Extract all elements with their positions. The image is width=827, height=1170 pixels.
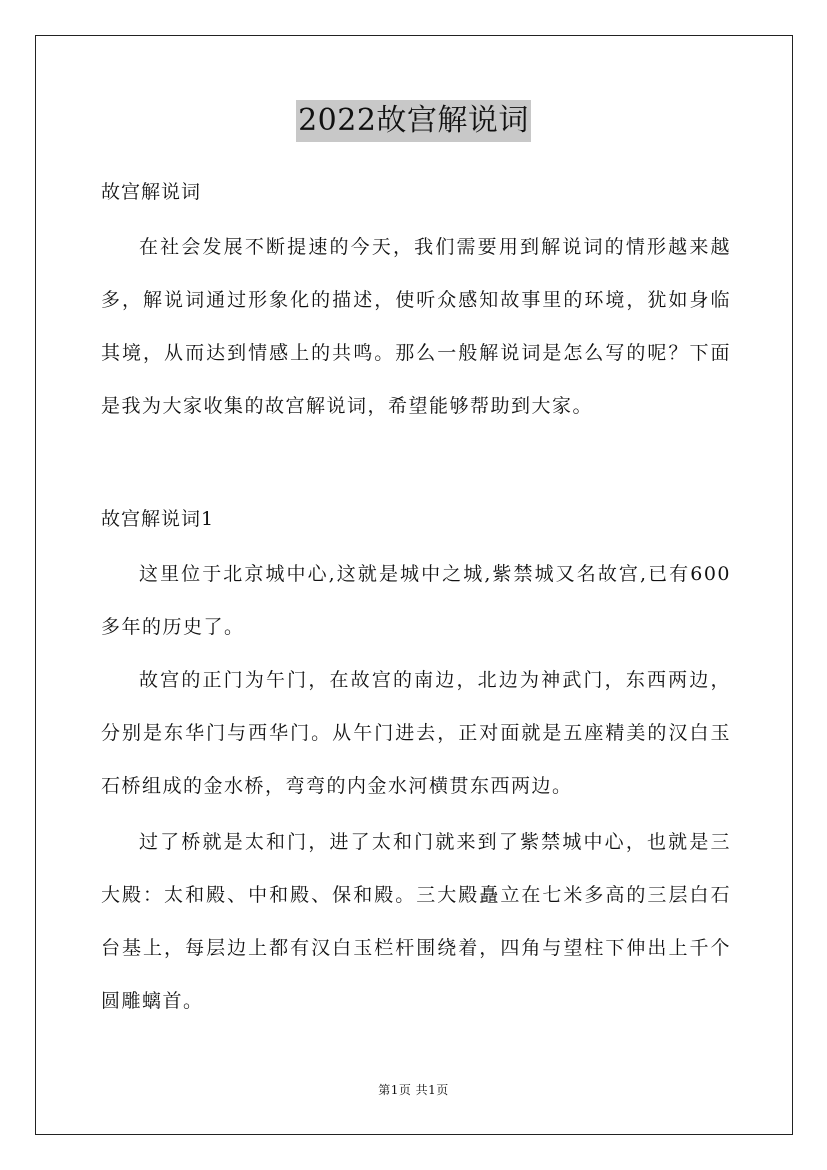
document-title: 2022故宫解说词: [296, 100, 531, 142]
body-paragraph: 这里位于北京城中心,这就是城中之城,紫禁城又名故宫,已有600多年的历史了。: [101, 563, 731, 638]
body-paragraph: 故宫的正门为午门，在故宫的南边，北边为神武门，东西两边，分别是东华门与西华门。从午门进去，正对面就是五座精美的汉白玉石桥组成的金水桥，弯弯的内金水河横贯东西两边。: [101, 669, 731, 797]
page-footer: 第1页 共1页: [378, 1083, 449, 1097]
intro-paragraph: 在社会发展不断提速的今天，我们需要用到解说词的情形越来越多，解说词通过形象化的描述，使听众感知故事里的环境，犹如身临其境，从而达到情感上的共鸣。那么一般解说词是怎么写的呢？下面是我为大家收集的故宫解说词，希望能够帮助到大家。: [101, 236, 731, 417]
section-heading: 故宫解说词1: [101, 508, 215, 530]
title-container: [0, 100, 827, 142]
body-paragraph: 过了桥就是太和门，进了太和门就来到了紫禁城中心，也就是三大殿：太和殿、中和殿、保和殿。三大殿矗立在七米多高的三层白石台基上，每层边上都有汉白玉栏杆围绕着，四角与望柱下伸出上千个圆雕螭首。: [101, 831, 731, 1012]
intro-heading: 故宫解说词: [101, 181, 202, 203]
